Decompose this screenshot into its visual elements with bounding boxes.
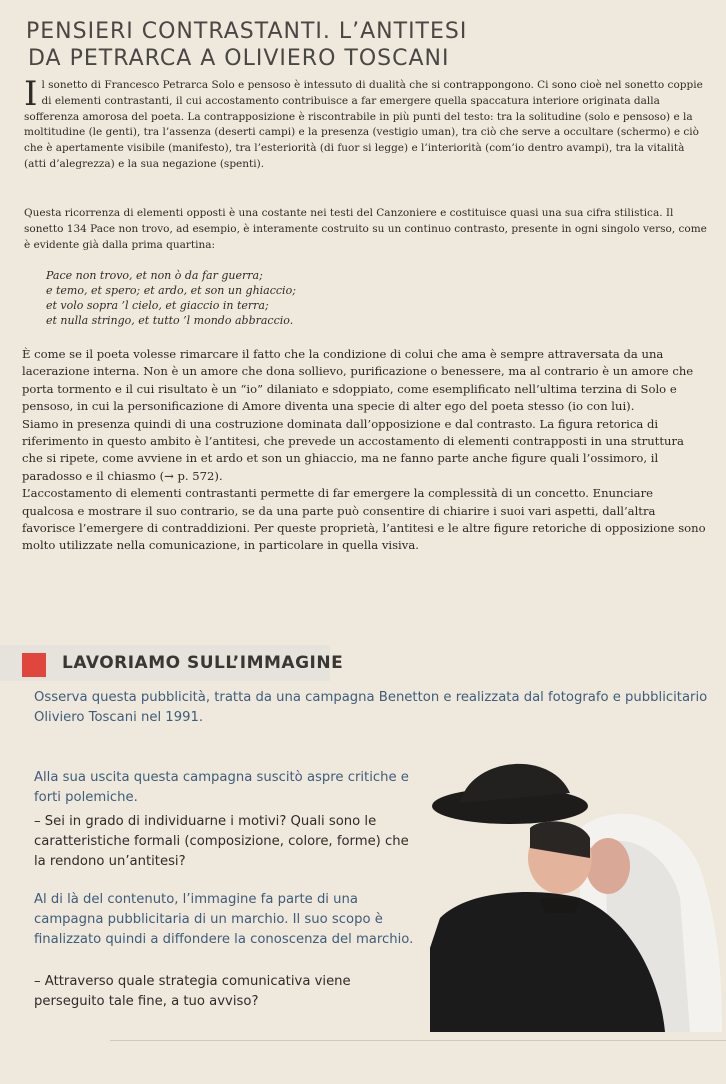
poem-line-2: e temo, et spero; et ardo, et son un ghiaccio;	[46, 284, 296, 297]
section-title: LAVORIAMO SULL’IMMAGINE	[62, 653, 344, 673]
activity-intro: Osserva questa pubblicità, tratta da una campagna Benetton e realizzata dal fotografo e pubblicitario Oliviero Toscani nel 1991.	[34, 690, 708, 725]
poem-line-1: Pace non trovo, et non ò da far guerra;	[46, 269, 263, 282]
benetton-photo	[430, 748, 722, 1032]
bottom-divider	[110, 1040, 726, 1041]
intro-paragraph	[24, 74, 708, 173]
drop-cap: I	[24, 74, 38, 114]
body-paragraph-1: È come se il poeta volesse rimarcare il fatto che la condizione di colui che ama è sempre attraversata da una lacerazione interna. Non è un amore che dona sollievo, purificazione o benessere, ma al contrario è un amore che porta tormento e il cui risultato è un “io” dilaniato e sdoppiato, come esemplificato nell’ultima terzina di Solo e pensoso, in cui la personificazione di Amore diventa una specie di alter ego del poeta stesso (io con lui).	[22, 347, 694, 414]
title-line-1: PENSIERI CONTRASTANTI. L’ANTITESI	[26, 19, 468, 44]
activity-context: Alla sua uscita questa campagna suscitò aspre critiche e forti polemiche.	[34, 770, 409, 805]
poem-line-3: et volo sopra ’l cielo, et giaccio in terra;	[46, 299, 269, 312]
intro-text: l sonetto di Francesco Petrarca Solo e pensoso è intessuto di dualità che si contrappongono. Ci sono cioè nel sonetto coppie di elementi contrastanti, il cui accostamento contribuisce a far emergere quella spaccatura interiore originata dalla sofferenza amorosa del poeta. La contrapposizione è riscontrabile in più punti del testo: tra la solitudine (solo e pensoso) e la moltitudine (le genti), tra l’assenza (deserti campi) e la presenza (vestigio uman), tra ciò che serve a occultare (schermo) e ciò che è apertamente visibile (manifesto), tra l’esteriorità (di fuor si legge) e l’interiorità (com’io dentro avampi), tra la vitalità (atti d’alegrezza) e la sua negazione (spenti).	[24, 79, 703, 170]
body-text	[22, 346, 708, 555]
title-line-2: DA PETRARCA A OLIVIERO TOSCANI	[28, 46, 450, 71]
section-marker-icon	[22, 653, 46, 677]
poem-line-4: et nulla stringo, et tutto ’l mondo abbraccio.	[46, 314, 294, 327]
activity-question-1: – Sei in grado di individuarne i motivi? Quali sono le caratteristiche formali (composizione, colore, forme) che la rendono un’antitesi?	[34, 814, 409, 869]
body-paragraph-2: Siamo in presenza quindi di una costruzione dominata dall’opposizione e dal contrasto. La figura retorica di riferimento in questo ambito è l’antitesi, che prevede un accostamento di elementi contrapposti in una struttura che si ripete, come avviene in et ardo et son un ghiaccio, ma ne fanno parte anche figure quali l’ossimoro, il paradosso e il chiasmo (→ p. 572).	[22, 416, 684, 483]
intro-text-2: Questa ricorrenza di elementi opposti è una costante nei testi del Canzoniere e costituisce quasi una sua cifra stilistica. Il sonetto 134 Pace non trovo, ad esempio, è interamente costruito su un continuo contrasto, presente in ogni singolo verso, come è evidente già dalla prima quartina:	[24, 207, 707, 251]
activity-question-2: – Attraverso quale strategia comunicativa viene perseguito tale fine, a tuo avviso?	[34, 974, 351, 1009]
body-paragraph-3: L’accostamento di elementi contrastanti permette di far emergere la complessità di un concetto. Enunciare qualcosa e mostrare il suo contrario, se da una parte può consentire di chiarire i suoi vari aspetti, dall’altra favorisce l’emergere di contraddizioni. Per queste proprietà, l’antitesi e le altre figure retoriche di opposizione sono molto utilizzate nella comunicazione, in particolare in quella visiva.	[22, 486, 706, 553]
intro-paragraph-2	[24, 206, 708, 253]
poem-quatrain	[46, 268, 466, 328]
page-title	[26, 18, 706, 72]
nun-face-shape	[586, 838, 630, 894]
activity-purpose: Al di là del contenuto, l’immagine fa parte di una campagna pubblicitaria di un marchio. Il suo scopo è finalizzato quindi a diffondere la conoscenza del marchio.	[34, 892, 414, 947]
